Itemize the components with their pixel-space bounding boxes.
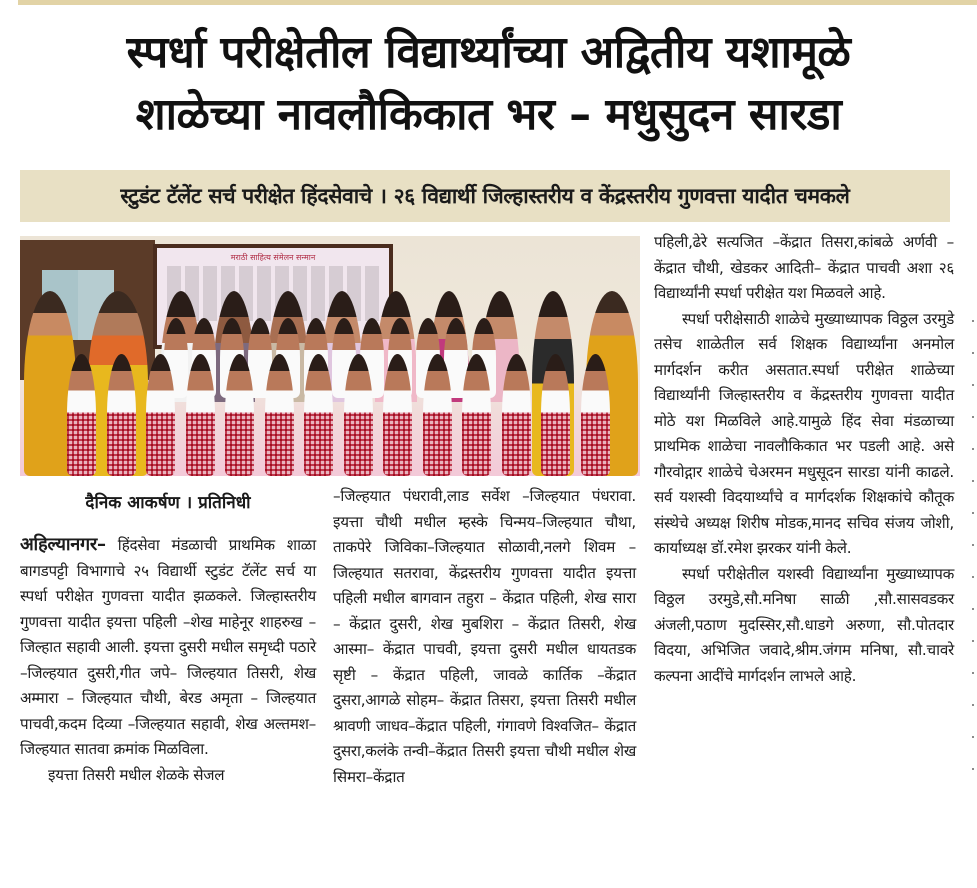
group-photo: [20, 236, 640, 476]
student-figure: [186, 354, 215, 476]
column-1-paragraph-2: इयत्ता तिसरी मधील शेळके सेजल: [48, 765, 225, 784]
student-figure: [423, 354, 452, 476]
student-figure: [462, 354, 491, 476]
article-column-3: [654, 230, 954, 689]
student-figure: [344, 354, 373, 476]
top-color-strip: [18, 0, 977, 5]
article-column-2: [333, 484, 636, 790]
column-3-paragraph-3: स्पर्धा परीक्षेतील यशस्वी विद्यार्थ्यांना मुख्याध्यापक विठ्ठल उरमुडे,सौ.मनिषा साळी ,सौ.सासवडकर अंजली,पठाण मुदस्सिर,सौ.धाडगे अरुणा, सौ.पोतदार विदया, अभिजित जवादे,श्रीम.जंगम मनिषा, सौ.चावरे कल्पना आदींचे मार्गदर्शन लाभले आहे.: [654, 564, 954, 685]
subheadline-text: स्टुडंट टॅलेंट सर्च परीक्षेत हिंदसेवाचे । २६ विद्यार्थी जिल्हास्तरीय व केंद्रस्तरीय गुणवत्ता यादीत चमकले: [120, 184, 850, 208]
student-figure: [146, 354, 175, 476]
byline: दैनिक आकर्षण । प्रतिनिधी: [85, 493, 251, 513]
column-3-paragraph-2: स्पर्धा परीक्षेसाठी शाळेचे मुख्याध्यापक विठ्ठल उरमुडे तसेच शाळेतील सर्व शिक्षक विद्यार्थ्यांना अनमोल मार्गदर्शन करीत असतात.स्पर्धा परीक्षेत शाळेच्या विद्यार्थ्यांनी जिल्हास्तरीय व केंद्रस्तरीय गुणवत्ता यादीत मोठे यश मिळविले आहे.यामुळे हिंद सेवा मंडळाच्या प्राथमिक शाळेचा नावलौकिकात भर पडली आहे. असे गौरवोद्गार शाळेचे चेअरमन मधुसूदन सारडा यांनी काढले. सर्व यशस्वी विदयार्थ्यांचे व मार्गदर्शक शिक्षकांचे कौतूक संस्थेचे अध्यक्ष शिरीष मोडक,मानद सचिव संजय जोशी, कार्याध्यक्ष डॉ.रमेश झरकर यांनी केले.: [654, 309, 954, 557]
student-figure: [67, 354, 96, 476]
column-3-paragraph-1: पहिली,ढेरे सत्यजित –केंद्रात तिसरा,कांबळे अर्णवी –केंद्रात चौथी, खेडकर आदिती– केंद्रात पाचवी अशा २६ विद्यार्थ्यांनी स्पर्धा परीक्षेत यश मिळवले आहे.: [654, 233, 954, 302]
column-1-paragraph-1: [20, 532, 316, 763]
column-1-paragraph-1-text: हिंदसेवा मंडळाची प्राथमिक शाळा बागडपट्टी विभागाचे २५ विद्यार्थी स्टुडंट टॅलेंट सर्च या स्पर्धा परीक्षेत गुणवत्ता यादीत झळकले. जिल्हास्तरीय गुणवत्ता यादीत इयत्ता पहिली –शेख माहेनूर शाहरुख –जिल्हात सहावी आली. इयत्ता दुसरी मधील समृध्दी पठारे –जिल्हयात दुसरी,गीत जपे– जिल्हयात तिसरी, शेख अम्मारा – जिल्हयात चौथी, बेरड अमृता – जिल्हयात पाचवी,कदम दिव्या –जिल्हयात सहावी, शेख अल्तमश– जिल्हयात सातवा क्रमांक मिळविला.: [20, 536, 316, 758]
student-figure: [581, 354, 610, 476]
headline-line-2: शाळेच्या नावलौकिकात भर – मधुसुदन सारडा: [135, 89, 842, 140]
student-figure: [541, 354, 570, 476]
student-figure: [225, 354, 254, 476]
student-figure: [265, 354, 294, 476]
subheadline-banner: [20, 170, 950, 222]
students-front-row: [65, 354, 612, 476]
frame-title: मराठी साहित्य संमेलन सन्मान: [230, 253, 316, 262]
headline: [0, 22, 977, 146]
student-figure: [383, 354, 412, 476]
page-edge-marks: [972, 320, 974, 800]
article-column-1: [20, 532, 316, 788]
student-figure: [502, 354, 531, 476]
dateline: अहिल्यानगर–: [20, 534, 106, 555]
student-figure: [107, 354, 136, 476]
column-2-paragraph: –जिल्हयात पंधरावी,लाड सर्वेश –जिल्हयात पंधरावा. इयत्ता चौथी मधील म्हस्के चिन्मय–जिल्हयात चौथा, ताकपेरे जिविका–जिल्हयात सोळावी,नलगे शिवम – जिल्हयात सतरावा, केंद्रस्तरीय गुणवत्ता यादीत इयत्ता पहिली मधील बागवान तहुरा – केंद्रात पहिली, शेख सारा – केंद्रात दुसरी, शेख मुबशिरा – केंद्रात तिसरी, शेख आस्मा– केंद्रात पाचवी, इयत्ता दुसरी मधील धायतडक सृष्टी – केंद्रात पहिली, जावळे कार्तिक –केंद्रात दुसरा,आगळे सोहम– केंद्रात तिसरा, इयत्ता तिसरी मधील श्रावणी जाधव–केंद्रात पहिली, गंगावणे विश्वजित– केंद्रात दुसरा,कलंके तन्वी–केंद्रात तिसरी इयत्ता चौथी मधील शेख सिमरा–केंद्रात: [333, 487, 636, 786]
student-figure: [304, 354, 333, 476]
headline-line-1: स्पर्धा परीक्षेतील विद्यार्थ्यांच्या अद्वितीय यशामूळे: [126, 27, 851, 78]
